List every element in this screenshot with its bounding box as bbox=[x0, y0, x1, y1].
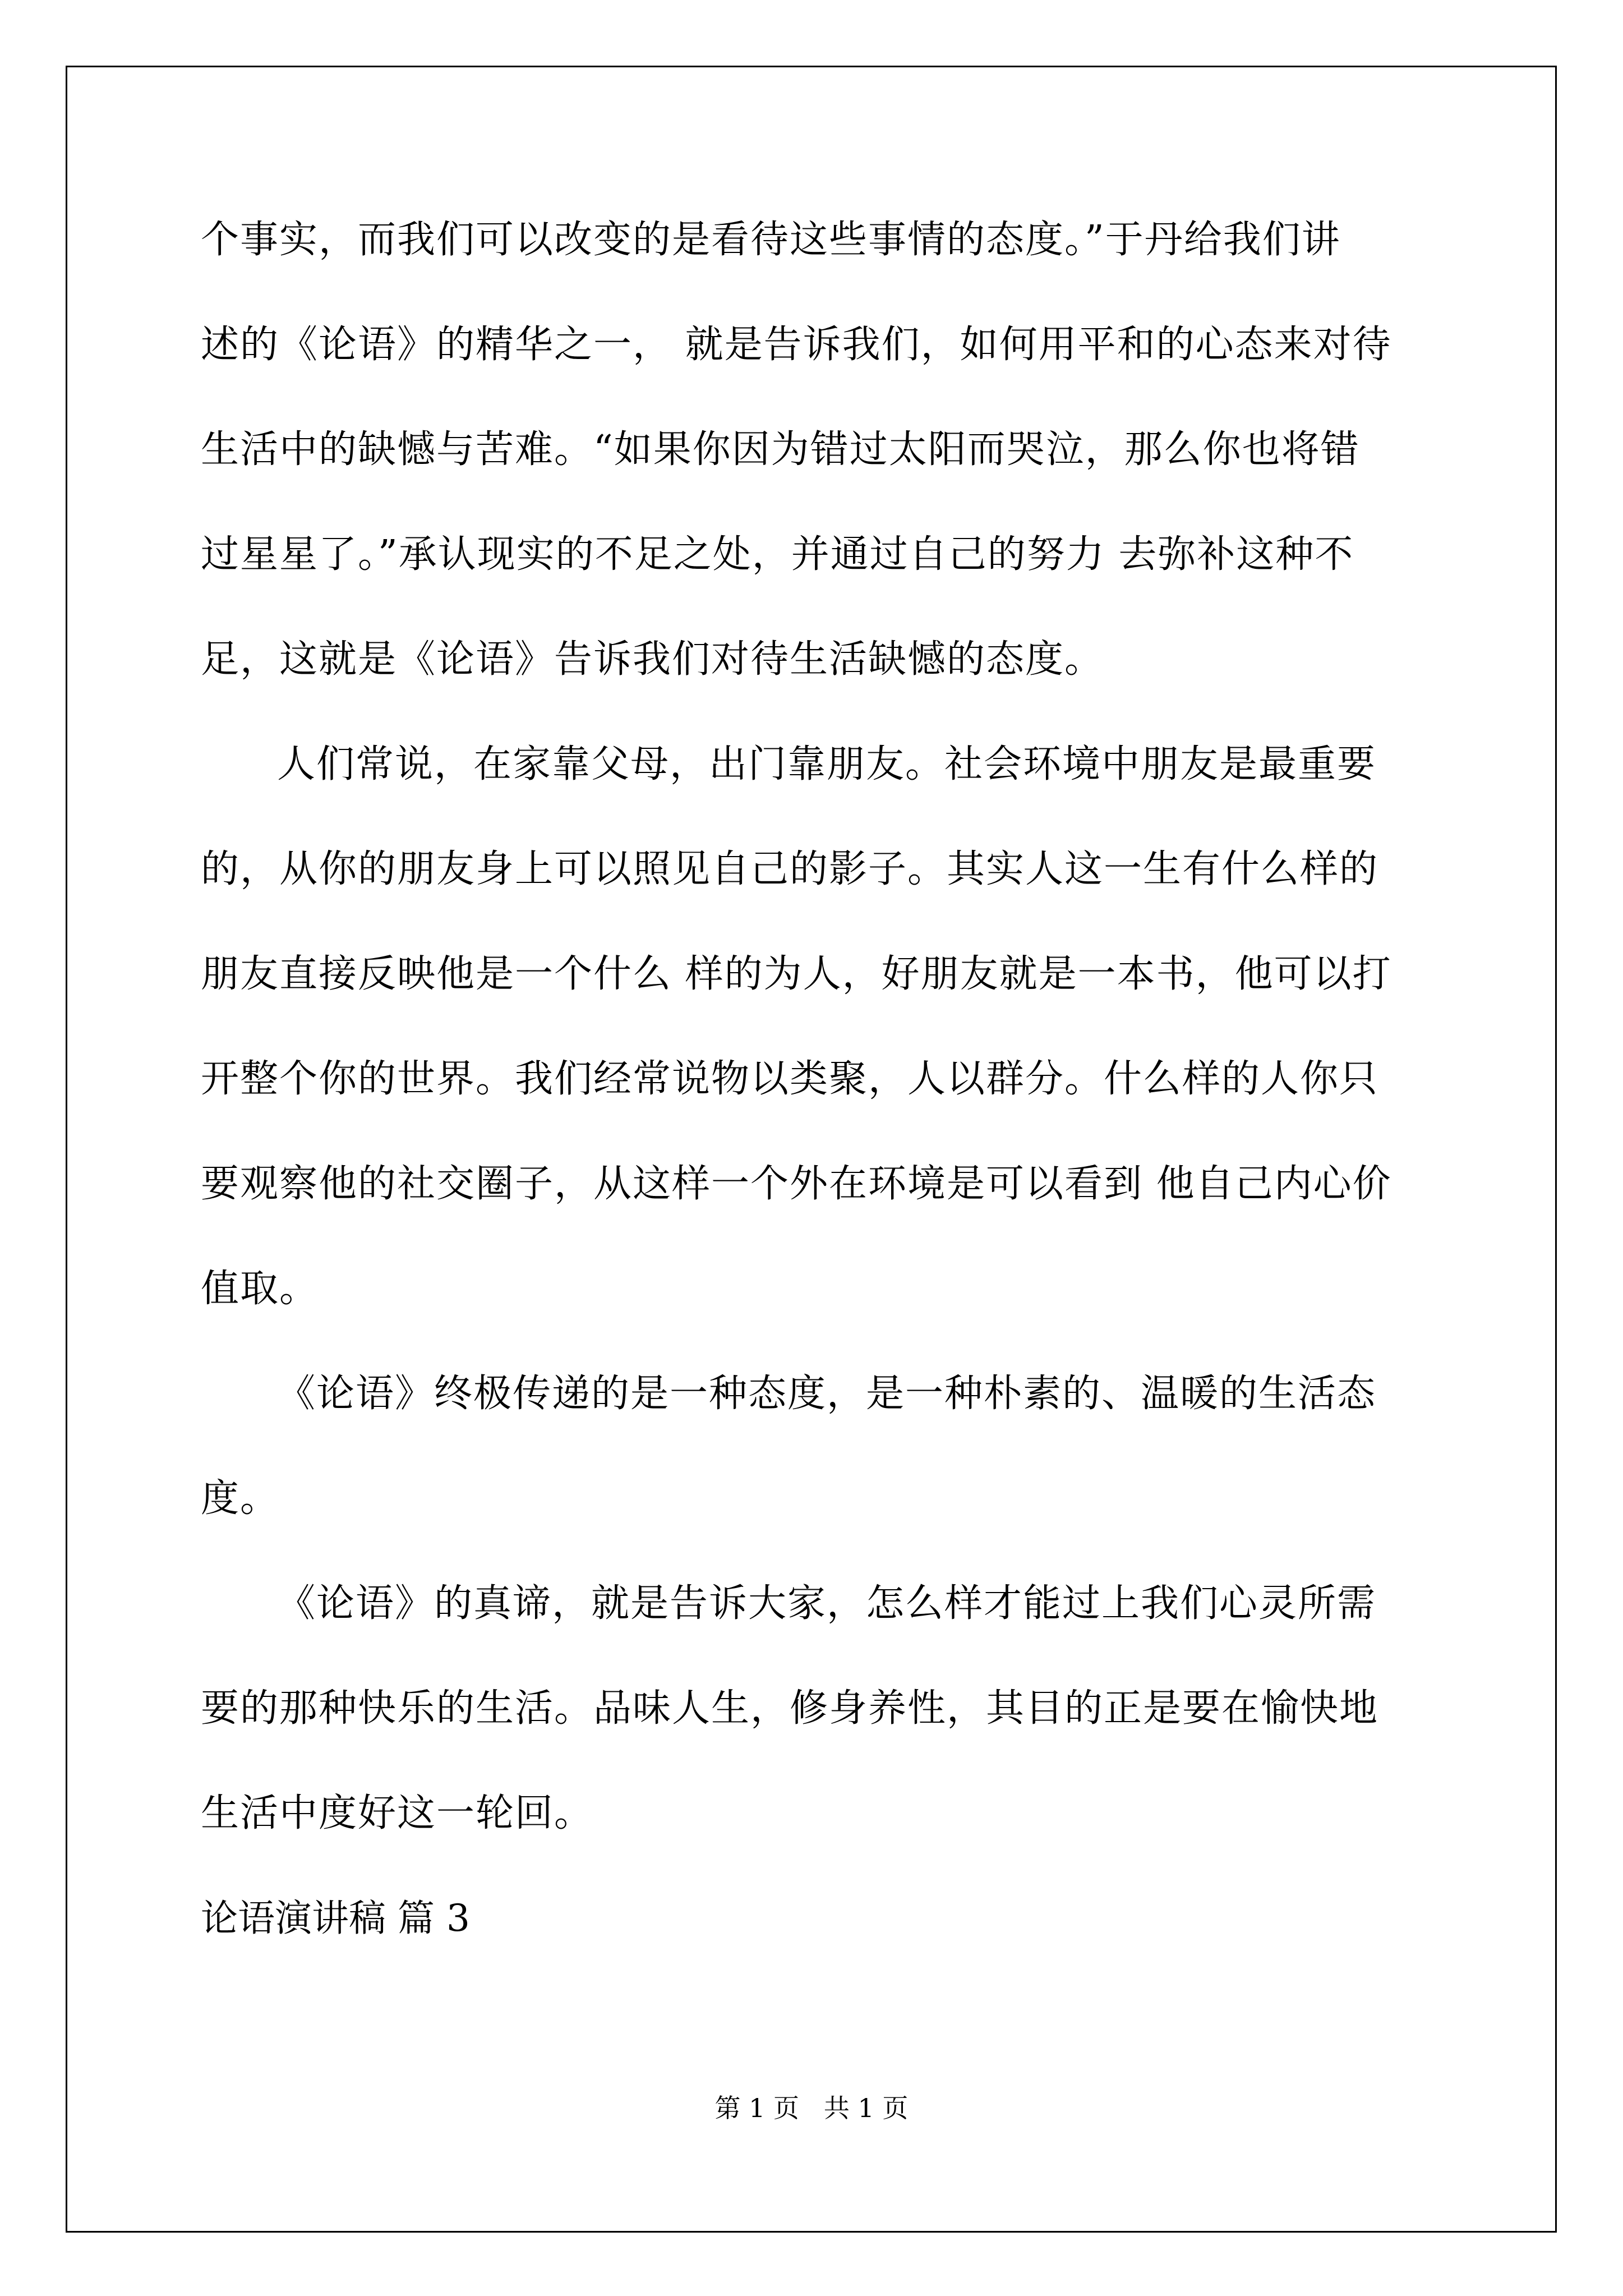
text-line: 人们常说，在家靠父母，出门靠朋友。社会环境中朋友是最重要 bbox=[277, 742, 1377, 786]
text-line: 开整个你的世界。我们经常说物以类聚，人以群分。什么样的人你只 bbox=[201, 1057, 1379, 1101]
text-line: 度。 bbox=[201, 1476, 280, 1521]
text-line: 朋友直接反映他是一个什么 样的为人，好朋友就是一本书，他可以打 bbox=[201, 952, 1392, 996]
text-line: 过星星了。”承认现实的不足之处，并通过自己的努力 去弥补这种不 bbox=[201, 532, 1354, 577]
text-line: 《论语》的真谛，就是告诉大家，怎么样才能过上我们心灵所需 bbox=[277, 1581, 1377, 1626]
page-number-footer: 第 1 页 共 1 页 bbox=[714, 2093, 909, 2123]
section-heading: 论语演讲稿 篇 3 bbox=[201, 1897, 470, 1940]
text-line: 足，这就是《论语》告诉我们对待生活缺憾的态度。 bbox=[201, 637, 1104, 682]
text-line: 要的那种快乐的生活。品味人生，修身养性，其目的正是要在愉快地 bbox=[201, 1686, 1379, 1731]
text-line: 的，从你的朋友身上可以照见自己的影子。其实人这一生有什么样的 bbox=[201, 847, 1379, 891]
text-line: 述的《论语》的精华之一， 就是告诉我们，如何用平和的心态来对待 bbox=[201, 323, 1392, 367]
text-line: 《论语》终极传递的是一种态度，是一种朴素的、温暖的生活态 bbox=[277, 1372, 1377, 1416]
text-line: 个事实，而我们可以改变的是看待这些事情的态度。”于丹给我们讲 bbox=[201, 218, 1341, 262]
text-line: 生活中度好这一轮回。 bbox=[201, 1791, 594, 1835]
document-body bbox=[201, 213, 1423, 1945]
text-line: 要观察他的社交圈子，从这样一个外在环境是可以看到 他自己内心价 bbox=[201, 1162, 1392, 1206]
text-line: 生活中的缺憾与苦难。“如果你因为错过太阳而哭泣，那么你也将错 bbox=[201, 427, 1360, 472]
text-line: 值取。 bbox=[201, 1267, 319, 1311]
